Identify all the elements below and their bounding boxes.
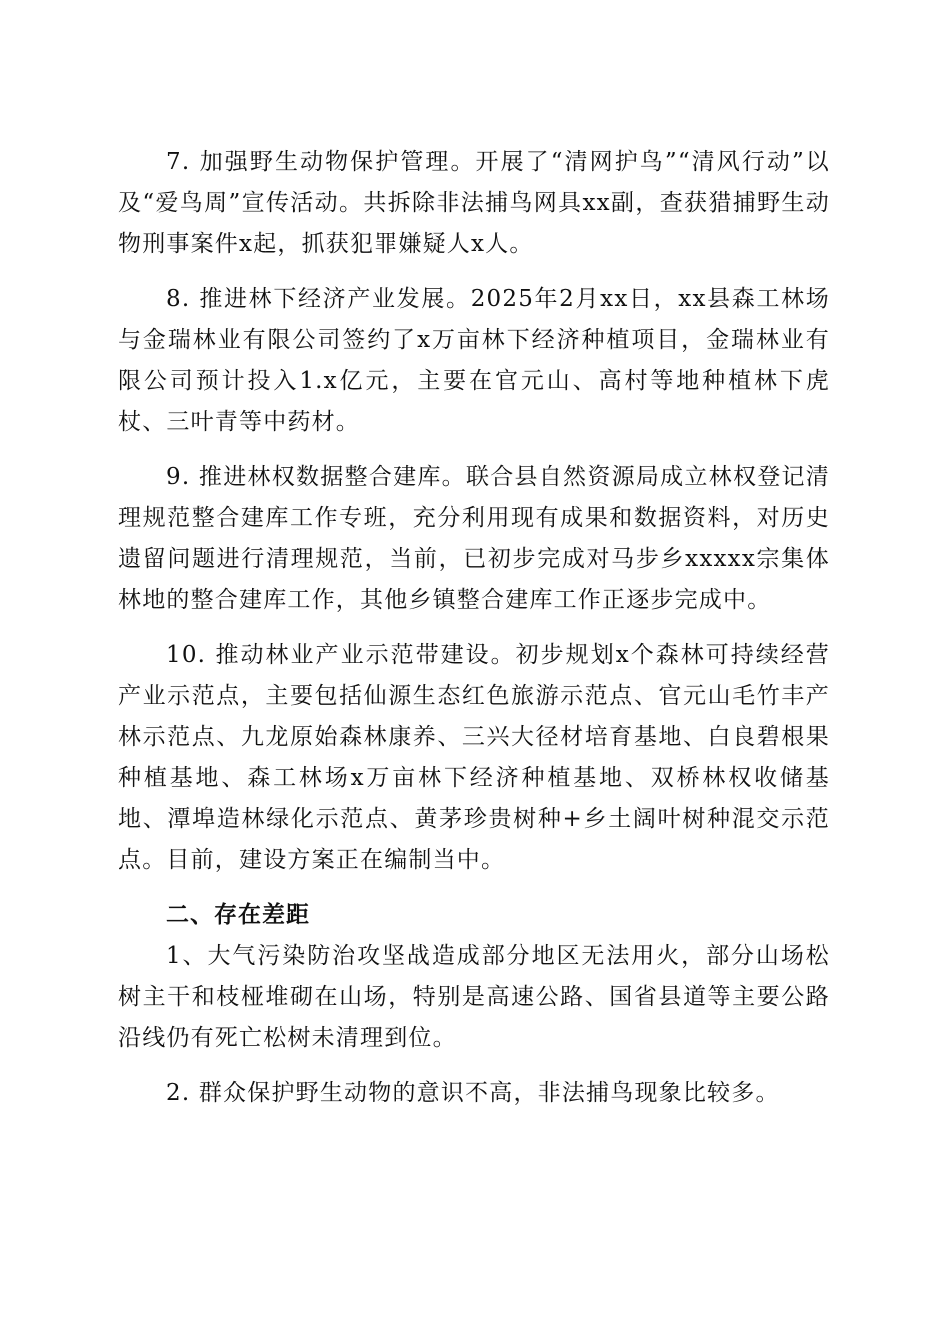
paragraph-forest-rights-database: 9. 推进林权数据整合建库。联合县自然资源局成立林权登记清理规范整合建库工作专班，充分利用现有成果和数据资料，对历史遗留问题进行清理规范，当前，已初步完成对马步乡xxxxx宗集体林地的整合建库工作，其他乡镇整合建库工作正逐步完成中。: [118, 464, 830, 613]
paragraph-forestry-demonstration-belt: 10. 推动林业产业示范带建设。初步规划x个森林可持续经营产业示范点，主要包括仙源生态红色旅游示范点、官元山毛竹丰产林示范点、九龙原始森林康养、三兴大径材培育基地、白良碧根果种植基地、森工林场x万亩林下经济种植基地、双桥林权收储基地、潭埠造林绿化示范点、黄茅珍贵树种+乡土阔叶树种混交示范点。目前，建设方案正在编制当中。: [118, 642, 830, 873]
document-body: [118, 142, 830, 1128]
paragraph-wildlife-protection: 7. 加强野生动物保护管理。开展了“清网护鸟”“清风行动”以及“爱鸟周”宣传活动。共拆除非法捕鸟网具xx副，查获猎捕野生动物刑事案件x起，抓获犯罪嫌疑人x人。: [118, 149, 830, 257]
paragraph-gap-air-pollution: 1、大气污染防治攻坚战造成部分地区无法用火，部分山场松树主干和枝桠堆砌在山场，特别是高速公路、国省县道等主要公路沿线仍有死亡松树未清理到位。: [118, 943, 830, 1051]
paragraph-understory-economy: 8. 推进林下经济产业发展。2025年2月xx日，xx县森工林场与金瑞林业有限公司签约了x万亩林下经济种植项目，金瑞林业有限公司预计投入1.x亿元，主要在官元山、高村等地种植林下虎杖、三叶青等中药材。: [118, 286, 830, 435]
section-heading-gaps: 二、存在差距: [166, 902, 310, 928]
paragraph-gap-wildlife-awareness: 2. 群众保护野生动物的意识不高，非法捕鸟现象比较多。: [166, 1080, 780, 1106]
